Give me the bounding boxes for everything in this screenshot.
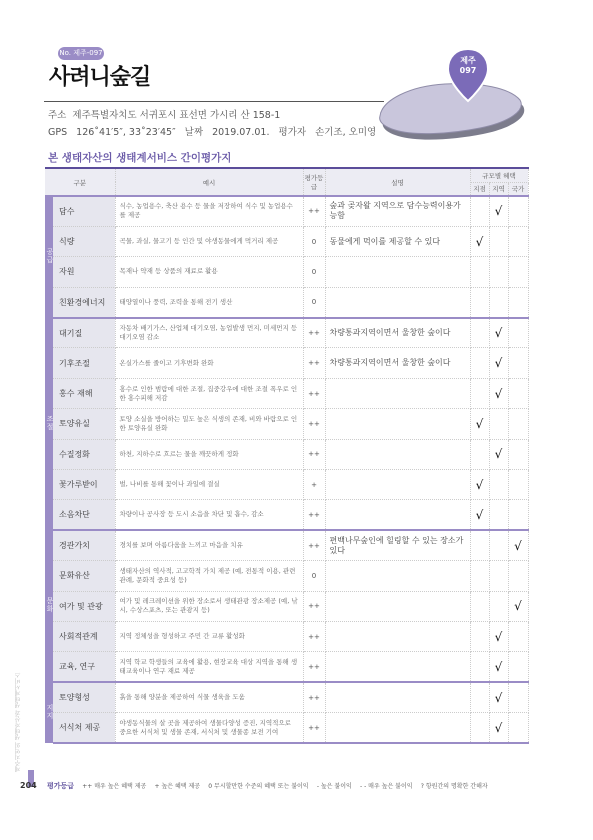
service-name: 담수	[53, 196, 115, 226]
benefit-local	[470, 348, 489, 378]
table-row	[45, 257, 528, 287]
benefit-regional	[489, 561, 508, 591]
service-name: 소음차단	[53, 500, 115, 530]
evaluator-label: 평가자	[278, 127, 307, 138]
map-pin-number: 097	[459, 66, 477, 75]
title-divider	[44, 101, 384, 102]
header-local: 지점	[470, 182, 489, 196]
table-row	[45, 287, 528, 317]
service-rating: 0	[303, 561, 325, 591]
benefit-local	[470, 561, 489, 591]
page-title: 사려니숲길	[49, 65, 151, 90]
category-group-label: 공급	[45, 196, 53, 318]
service-rating: ++	[303, 409, 325, 439]
table-row	[45, 348, 528, 378]
benefit-local	[470, 530, 489, 560]
service-example: 목재나 약재 등 상품의 재료로 활용	[115, 257, 303, 287]
legend-label: 평가등급	[46, 782, 74, 790]
service-example: 하천, 지하수로 흐르는 물을 깨끗하게 정화	[115, 439, 303, 469]
side-running-title: 제주지역의 생태자산과 생태계서비스	[15, 672, 22, 772]
service-name: 식량	[53, 226, 115, 256]
table-row	[45, 682, 528, 712]
service-description	[325, 621, 470, 651]
benefit-national	[508, 226, 528, 256]
legend-item: ++ 매우 높은 혜택 제공	[82, 783, 147, 790]
service-example: 토양 소실을 방어하는 밀도 높은 식생의 존재, 비와 바람으로 인한 토양유실 완화	[115, 409, 303, 439]
ecosystem-service-table	[45, 167, 529, 744]
service-example: 태양열이나 풍력, 조력을 통해 전기 생산	[115, 287, 303, 317]
service-description: 차량통과지역이면서 울창한 숲이다	[325, 318, 470, 348]
benefit-regional: √	[489, 652, 508, 682]
address-label: 주소	[48, 110, 67, 121]
service-rating: ++	[303, 196, 325, 226]
benefit-regional	[489, 257, 508, 287]
service-example: 벌, 나비를 통해 꽃이나 과일에 결실	[115, 470, 303, 500]
benefit-national	[508, 470, 528, 500]
table-row	[45, 196, 528, 226]
table-row	[45, 561, 528, 591]
region-badge: No. 제주-097	[58, 47, 104, 60]
service-description: 숲과 곶자왈 지역으로 담수능력이용가능함	[325, 196, 470, 226]
section-title: 본 생태자산의 생태계서비스 간이평가지	[48, 152, 232, 164]
service-example: 경치를 보며 아름다움을 느끼고 마음을 치유	[115, 530, 303, 560]
header-benefit: 규모별 혜택	[470, 168, 528, 182]
benefit-local	[470, 439, 489, 469]
service-name: 홍수 재해	[53, 378, 115, 408]
benefit-national: √	[508, 530, 528, 560]
table-row	[45, 378, 528, 408]
benefit-regional: √	[489, 378, 508, 408]
service-rating: ++	[303, 591, 325, 621]
benefit-local: √	[470, 500, 489, 530]
service-example: 온실가스를 줄이고 기후변화 완화	[115, 348, 303, 378]
evaluator-value: 손기조, 오미영	[315, 127, 377, 138]
service-description	[325, 652, 470, 682]
benefit-national	[508, 621, 528, 651]
benefit-regional: √	[489, 713, 508, 743]
table-row	[45, 500, 528, 530]
benefit-national	[508, 378, 528, 408]
benefit-national	[508, 652, 528, 682]
address-value: 제주특별자치도 서귀포시 표선면 가시리 산 158-1	[72, 110, 281, 121]
service-name: 사회적관계	[53, 621, 115, 651]
service-description: 편백나무숲인에 힐링할 수 있는 장소가 있다	[325, 530, 470, 560]
legend-item: 0 무시할만한 수준의 혜택 또는 불이익	[208, 783, 309, 790]
service-description	[325, 287, 470, 317]
service-example: 생태자산의 역사적, 고고학적 가치 제공 (예, 전통적 이용, 관련 관례, 문화적 중요성 등)	[115, 561, 303, 591]
benefit-local	[470, 196, 489, 226]
benefit-regional: √	[489, 318, 508, 348]
benefit-local: √	[470, 226, 489, 256]
service-description	[325, 257, 470, 287]
service-name: 토양유실	[53, 409, 115, 439]
benefit-regional	[489, 530, 508, 560]
benefit-national	[508, 257, 528, 287]
category-group-label: 지지	[45, 682, 53, 743]
service-name: 대기질	[53, 318, 115, 348]
benefit-regional: √	[489, 682, 508, 712]
service-description	[325, 439, 470, 469]
service-name: 수질정화	[53, 439, 115, 469]
benefit-local: √	[470, 470, 489, 500]
service-name: 문화유산	[53, 561, 115, 591]
benefit-national: √	[508, 591, 528, 621]
table-row	[45, 530, 528, 560]
benefit-national	[508, 287, 528, 317]
benefit-local	[470, 378, 489, 408]
benefit-national	[508, 196, 528, 226]
benefit-national	[508, 348, 528, 378]
legend-item: - - 매우 높은 불이익	[360, 783, 413, 790]
legend-item: ? 항원간의 명확한 간해자	[420, 783, 488, 790]
service-name: 토양형성	[53, 682, 115, 712]
service-name: 꽃가루받이	[53, 470, 115, 500]
benefit-national	[508, 439, 528, 469]
service-example: 야생동식물의 살 곳을 제공하여 생물다양성 증진, 지역적으로 중요한 서식처 및 생물 존재, 서식처 및 생물종 보전 기여	[115, 713, 303, 743]
benefit-regional	[489, 226, 508, 256]
map-pin-region: 제주	[460, 56, 476, 65]
service-rating: +	[303, 470, 325, 500]
benefit-regional	[489, 470, 508, 500]
service-example: 식수, 농업용수, 축산 용수 등 물을 저장하여 식수 및 농업용수를 제공	[115, 196, 303, 226]
benefit-regional: √	[489, 196, 508, 226]
benefit-local	[470, 257, 489, 287]
service-example: 곡물, 과실, 물고기 등 인간 및 야생동물에게 먹거리 제공	[115, 226, 303, 256]
table-row	[45, 591, 528, 621]
table-body	[45, 196, 528, 743]
header-category: 구분	[45, 168, 115, 196]
service-example: 차량이나 공사장 등 도시 소음을 차단 및 흡수, 감소	[115, 500, 303, 530]
benefit-national	[508, 713, 528, 743]
gps-line	[48, 124, 382, 138]
service-rating: ++	[303, 621, 325, 651]
benefit-local	[470, 591, 489, 621]
service-rating: ++	[303, 318, 325, 348]
service-description	[325, 409, 470, 439]
gps-value: 126˚41′5″, 33˚23′45″	[76, 127, 176, 138]
benefit-local	[470, 318, 489, 348]
service-rating: ++	[303, 713, 325, 743]
benefit-local	[470, 287, 489, 317]
table-row	[45, 652, 528, 682]
table-row	[45, 409, 528, 439]
service-name: 친환경에너지	[53, 287, 115, 317]
service-description	[325, 561, 470, 591]
service-rating: ++	[303, 652, 325, 682]
map-pin-label	[446, 56, 490, 76]
service-name: 교육, 연구	[53, 652, 115, 682]
benefit-regional: √	[489, 621, 508, 651]
service-rating: ++	[303, 348, 325, 378]
date-value: 2019.07.01.	[212, 127, 270, 138]
service-description	[325, 378, 470, 408]
service-rating: 0	[303, 226, 325, 256]
benefit-regional: √	[489, 348, 508, 378]
category-group-label: 조절	[45, 318, 53, 531]
date-label: 날짜	[184, 127, 204, 138]
benefit-local: √	[470, 409, 489, 439]
service-description	[325, 713, 470, 743]
table-row	[45, 621, 528, 651]
benefit-national	[508, 682, 528, 712]
benefit-local	[470, 621, 489, 651]
service-rating: ++	[303, 530, 325, 560]
category-group-label: 문화	[45, 530, 53, 682]
benefit-local	[470, 682, 489, 712]
table-row	[45, 318, 528, 348]
legend-item: - 높은 불이익	[316, 783, 352, 790]
benefit-national	[508, 500, 528, 530]
service-example: 여가 및 레크레이션을 위한 장소로서 생태관광 장소제공 (예, 낚시, 수상스포츠, 또는 관광지 등)	[115, 591, 303, 621]
service-name: 여가 및 관광	[53, 591, 115, 621]
service-description	[325, 682, 470, 712]
service-rating: ++	[303, 682, 325, 712]
service-name: 기후조절	[53, 348, 115, 378]
benefit-regional	[489, 500, 508, 530]
header-national: 국가	[508, 182, 528, 196]
gps-label: GPS	[48, 127, 68, 138]
service-example: 지역 학교 학생들의 교육에 활용, 현장교육 대상 지역을 통해 생태교육이나 연구 재료 제공	[115, 652, 303, 682]
footer	[20, 781, 494, 791]
service-description	[325, 591, 470, 621]
benefit-regional	[489, 591, 508, 621]
service-name: 경관가치	[53, 530, 115, 560]
service-description	[325, 500, 470, 530]
service-description	[325, 470, 470, 500]
service-rating: 0	[303, 287, 325, 317]
service-rating: ++	[303, 500, 325, 530]
header-example: 예시	[115, 168, 303, 196]
service-rating: ++	[303, 439, 325, 469]
benefit-national	[508, 318, 528, 348]
jeju-island-map	[360, 58, 530, 148]
service-description: 동물에게 먹이를 제공할 수 있다	[325, 226, 470, 256]
legend-item: + 높은 혜택 제공	[154, 783, 201, 790]
header-description: 설명	[325, 168, 470, 196]
service-description: 차량통과지역이면서 울창한 숲이다	[325, 348, 470, 378]
table-row	[45, 439, 528, 469]
table-row	[45, 470, 528, 500]
benefit-regional	[489, 287, 508, 317]
table-row	[45, 713, 528, 743]
service-example: 흙을 통해 양분을 제공하여 식물 생육을 도움	[115, 682, 303, 712]
service-example: 자동차 배기가스, 산업체 대기오염, 농업발생 먼지, 미세먼지 등 대기오염 감소	[115, 318, 303, 348]
benefit-national	[508, 561, 528, 591]
service-name: 서식처 제공	[53, 713, 115, 743]
benefit-local	[470, 713, 489, 743]
benefit-regional: √	[489, 439, 508, 469]
service-rating: 0	[303, 257, 325, 287]
header-rating: 평가등급	[303, 168, 325, 196]
page-number: 204	[20, 781, 37, 790]
address-line	[48, 107, 280, 121]
service-rating: ++	[303, 378, 325, 408]
benefit-local	[470, 652, 489, 682]
header-regional: 지역	[489, 182, 508, 196]
benefit-national	[508, 409, 528, 439]
benefit-regional	[489, 409, 508, 439]
service-example: 홍수로 인한 범람에 대한 조절, 집중강우에 대한 조절 폭우로 인한 홍수피해 저감	[115, 378, 303, 408]
table-row	[45, 226, 528, 256]
service-name: 자원	[53, 257, 115, 287]
service-example: 지역 정체성을 형성하고 주민 간 교류 활성화	[115, 621, 303, 651]
